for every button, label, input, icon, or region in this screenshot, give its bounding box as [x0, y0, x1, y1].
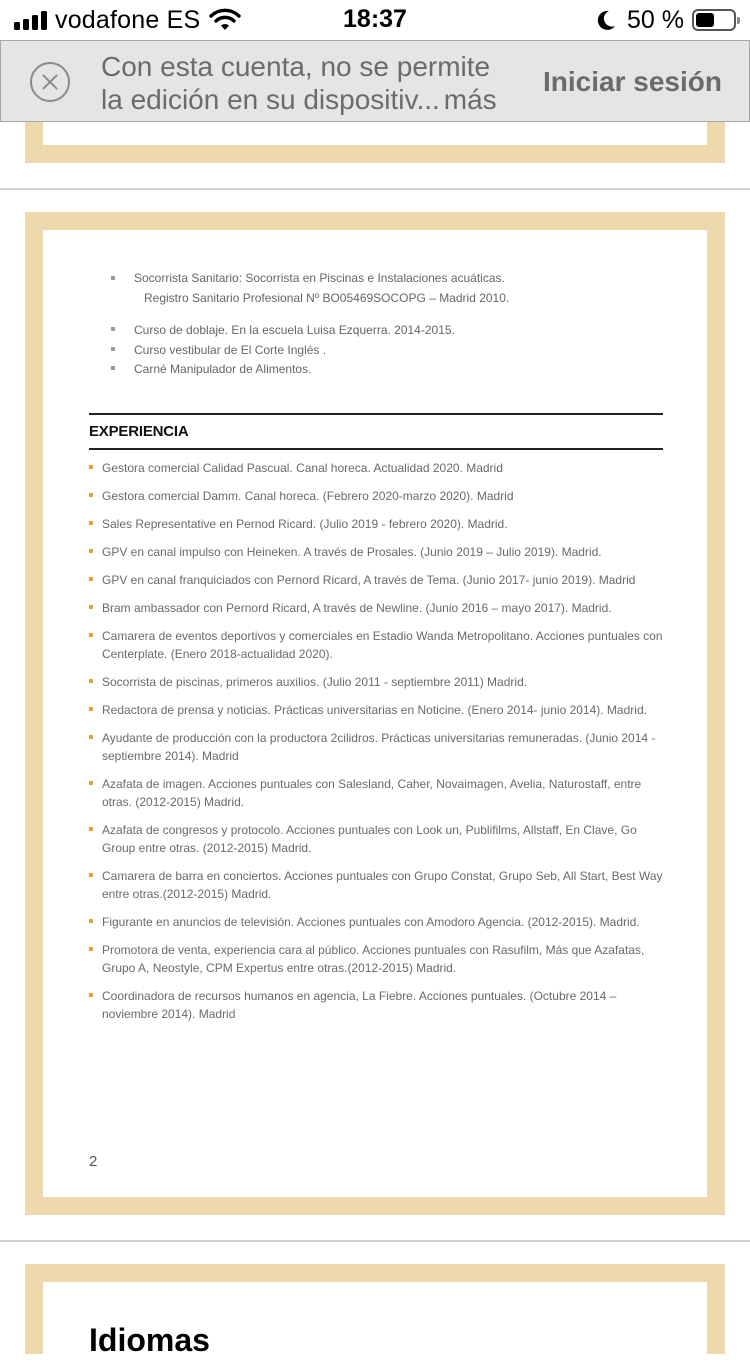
signal-icon — [14, 10, 47, 30]
clock: 18:37 — [343, 5, 407, 33]
edit-restriction-banner — [0, 40, 750, 122]
status-bar — [0, 0, 750, 40]
list-item: Redactora de prensa y noticias. Prácticas universitarias en Noticine. (Enero 2014- junio 2014). Madrid. — [89, 701, 663, 719]
list-item: Azafata de imagen. Acciones puntuales con Salesland, Caher, Novaimagen, Avelia, Naturostaff, entre otras. (2012-2015) Madrid. — [89, 775, 663, 811]
list-item: Promotora de venta, experiencia cara al público. Acciones puntuales con Rasufilm, Más que Azafatas, Grupo A, Neostyle, CPM Expertus entre otras.(2012-2015) Madrid. — [89, 941, 663, 977]
more-link[interactable]: más — [443, 84, 497, 115]
list-item: Camarera de barra en conciertos. Acciones puntuales con Grupo Constat, Grupo Seb, All Start, Best Way entre otras.(2012-2015) Madrid. — [89, 867, 663, 903]
carrier-name: vodafone ES — [55, 5, 201, 34]
list-item: Azafata de congresos y protocolo. Acciones puntuales con Look un, Publifilms, Allstaff, En Clave, Go Group entre otras. (2012-2015) Madrid. — [89, 821, 663, 857]
wifi-icon — [208, 8, 242, 32]
certifications-list — [111, 270, 509, 307]
list-item: Carné Manipulador de Alimentos. — [111, 360, 455, 380]
banner-message-line1: Con esta cuenta, no se permite — [101, 51, 491, 82]
battery-level — [696, 13, 714, 27]
status-right — [595, 6, 736, 34]
banner-message-line2: la edición en su dispositiv... — [101, 84, 440, 115]
next-page-heading: Idiomas — [89, 1322, 210, 1358]
previous-page — [25, 122, 725, 163]
list-item: Figurante en anuncios de televisión. Acciones puntuales con Amodoro Agencia. (2012-2015). Madrid. — [89, 913, 663, 931]
page-number: 2 — [89, 1153, 98, 1170]
list-item: Sales Representative en Pernod Ricard. (Julio 2019 - febrero 2020). Madrid. — [89, 515, 663, 533]
experience-list — [89, 459, 663, 1033]
list-item: Camarera de eventos deportivos y comerciales en Estadio Wanda Metropolitano. Acciones puntuales con Centerplate. (Enero 2018-actualidad 2020). — [89, 627, 663, 663]
status-left — [14, 6, 242, 34]
banner-message — [101, 50, 521, 116]
battery-icon — [692, 9, 736, 31]
battery-percent: 50 % — [627, 5, 684, 34]
list-item: Coordinadora de recursos humanos en agencia, La Fiebre. Acciones puntuales. (Octubre 2014 – noviembre 2014). Madrid — [89, 987, 663, 1023]
list-item: Curso vestibular de El Corte Inglés . — [111, 341, 455, 361]
list-item: Gestora comercial Calidad Pascual. Canal horeca. Actualidad 2020. Madrid — [89, 459, 663, 477]
close-icon[interactable] — [30, 62, 70, 102]
list-item: Bram ambassador con Pernord Ricard, A través de Newline. (Junio 2016 – mayo 2017). Madrid. — [89, 599, 663, 617]
list-item: Socorrista Sanitario: Socorrista en Piscinas e Instalaciones acuáticas. Registro Sanitario Profesional Nº BO05469SOCOPG – Madrid 2010. — [111, 270, 509, 307]
courses-list — [111, 321, 455, 380]
list-item: Curso de doblaje. En la escuela Luisa Ezquerra. 2014-2015. — [111, 321, 455, 341]
section-rule-top — [89, 413, 663, 415]
list-item: Gestora comercial Damm. Canal horeca. (Febrero 2020-marzo 2020). Madrid — [89, 487, 663, 505]
section-rule-bottom — [89, 448, 663, 450]
list-item: Ayudante de producción con la productora 2cilidros. Prácticas universitarias remuneradas. (Junio 2014 - septiembre 2014). Madrid — [89, 729, 663, 765]
experience-heading: EXPERIENCIA — [89, 423, 189, 440]
moon-icon — [595, 9, 617, 31]
list-item: Socorrista de piscinas, primeros auxilios. (Julio 2011 - septiembre 2011) Madrid. — [89, 673, 663, 691]
sign-in-button[interactable]: Iniciar sesión — [543, 66, 722, 97]
page-separator — [0, 188, 750, 190]
list-item: GPV en canal franquiciados con Pernord Ricard, A través de Tema. (Junio 2017- junio 2019). Madrid — [89, 571, 663, 589]
page-separator — [0, 1240, 750, 1242]
list-item: GPV en canal impulso con Heineken. A través de Prosales. (Junio 2019 – Julio 2019). Madrid. — [89, 543, 663, 561]
